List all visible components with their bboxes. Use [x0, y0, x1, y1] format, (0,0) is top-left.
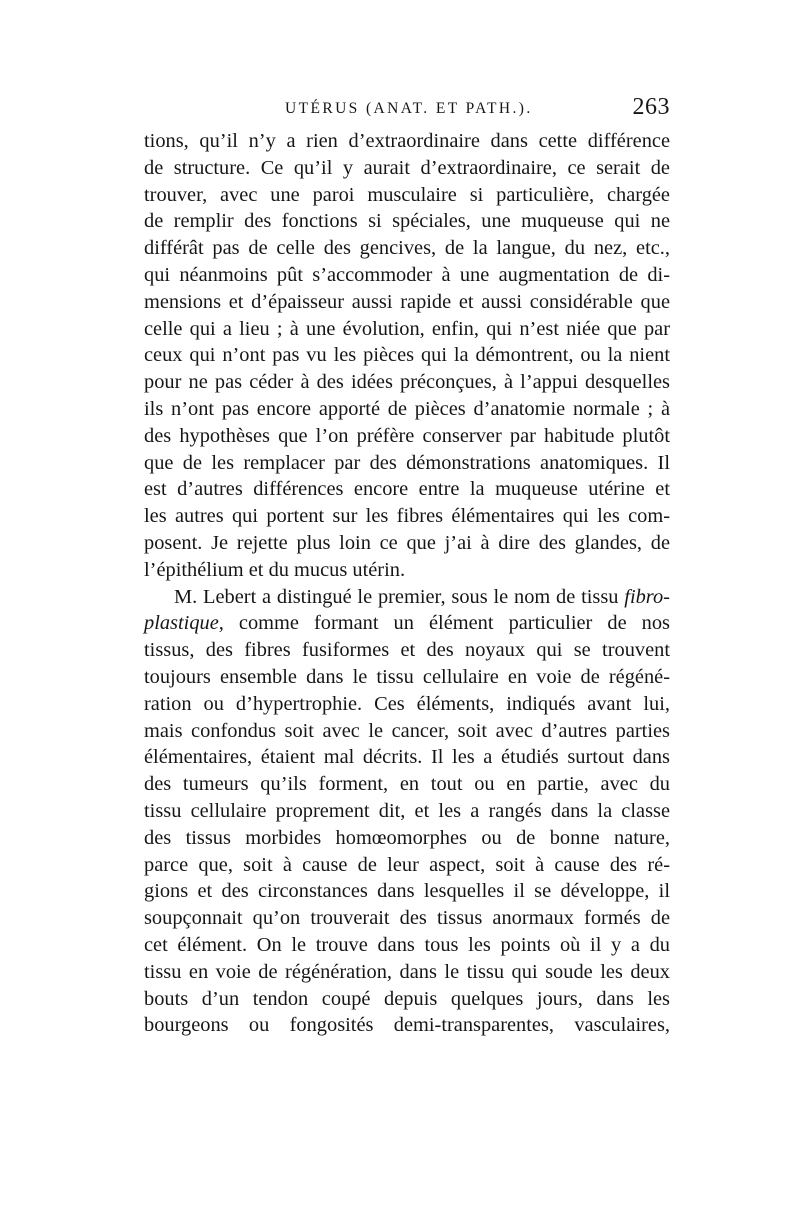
paragraph-start-line — [144, 584, 670, 611]
text-line — [144, 610, 670, 637]
text-line: tions, qu’il n’y a rien d’extraordinaire dans cette différence — [144, 130, 670, 152]
text-line: qui néanmoins pût s’accommoder à une augmentation de di- — [144, 263, 670, 286]
text-line: ceux qui n’ont pas vu les pièces qui la démontrent, ou la nient — [144, 344, 670, 367]
text-line: de remplir des fonctions si spéciales, une muqueuse qui ne — [144, 210, 670, 233]
text-line: ils n’ont pas encore apporté de pièces d’anatomie normale ; à — [144, 397, 670, 420]
text-line: toujours ensemble dans le tissu cellulaire en voie de régéné- — [144, 665, 670, 688]
text-line: tissus, des fibres fusiformes et des noyaux qui se trouvent — [144, 639, 670, 662]
text-line: de structure. Ce qu’il y aurait d’extraordinaire, ce serait de — [144, 156, 670, 179]
book-page — [144, 0, 670, 1215]
text-line: des tissus morbides homœomorphes ou de bonne nature, — [144, 826, 670, 849]
text-line: bouts d’un tendon coupé depuis quelques jours, dans les — [144, 987, 670, 1010]
italic-term: fibro- — [624, 585, 670, 608]
italic-term: plastique, — [144, 612, 224, 635]
page-number: 263 — [632, 94, 670, 120]
running-title: UTÉRUS (ANAT. ET PATH.). — [285, 100, 533, 117]
text-line: celle qui a lieu ; à une évolution, enfin, qui n’est niée que par — [144, 317, 670, 340]
text-line: est d’autres différences encore entre la muqueuse utérine et — [144, 478, 670, 501]
text-run: comme formant un élément particulier de nos — [238, 612, 670, 635]
text-line: tissu cellulaire proprement dit, et les a rangés dans la classe — [144, 799, 670, 822]
text-line: tissu en voie de régénération, dans le tissu qui soude les deux — [144, 960, 670, 983]
body-text — [144, 128, 670, 1039]
text-line: ration ou d’hypertrophie. Ces éléments, indiqués avant lui, — [144, 692, 670, 715]
text-line: soupçonnait qu’on trouverait des tissus anormaux formés de — [144, 907, 670, 930]
paragraph-end-line: l’épithélium et du mucus utérin. — [144, 558, 406, 581]
text-line: parce que, soit à cause de leur aspect, soit à cause des ré- — [144, 853, 670, 876]
text-line: que de les remplacer par des démonstrations anatomiques. Il — [144, 451, 670, 474]
text-line: des hypothèses que l’on préfère conserver par habitude plutôt — [144, 424, 670, 447]
text-line: cet élément. On le trouve dans tous les points où il y a du — [144, 933, 670, 956]
text-run: M. Lebert a distingué le premier, sous le nom de tissu — [174, 585, 619, 608]
text-line: les autres qui portent sur les fibres élémentaires qui les com- — [144, 505, 670, 528]
text-line: des tumeurs qu’ils forment, en tout ou en partie, avec du — [144, 773, 670, 796]
text-line: bourgeons ou fongosités demi-transparentes, vasculaires, — [144, 1014, 670, 1037]
text-line: élémentaires, étaient mal décrits. Il les a étudiés surtout dans — [144, 746, 670, 769]
text-line: posent. Je rejette plus loin ce que j’ai à dire des glandes, de — [144, 531, 670, 554]
text-line: différât pas de celle des gencives, de la langue, du nez, etc., — [144, 237, 670, 260]
running-head — [144, 96, 670, 126]
text-line: mais confondus soit avec le cancer, soit avec d’autres parties — [144, 719, 670, 742]
text-line: mensions et d’épaisseur aussi rapide et aussi considérable que — [144, 290, 670, 313]
text-line: pour ne pas céder à des idées préconçues, à l’appui desquelles — [144, 371, 670, 394]
text-line: trouver, avec une paroi musculaire si particulière, chargée — [144, 183, 670, 206]
text-line: gions et des circonstances dans lesquelles il se développe, il — [144, 880, 670, 903]
